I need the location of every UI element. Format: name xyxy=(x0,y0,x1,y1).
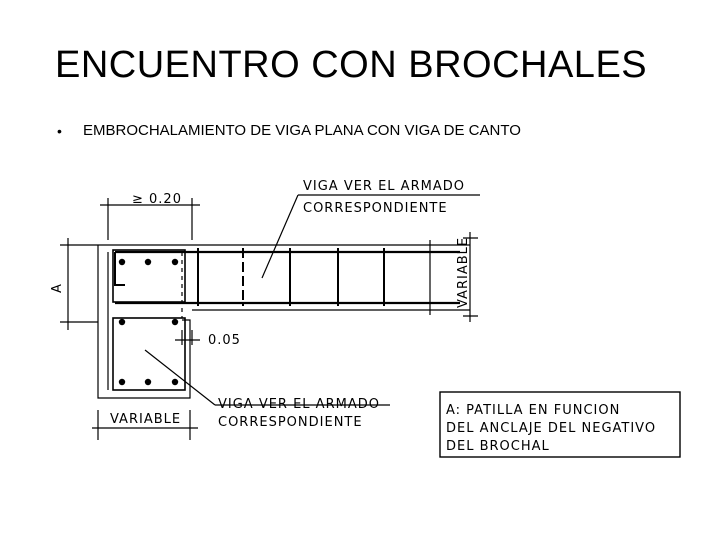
label-viga-bottom-1: VIGA VER EL ARMADO xyxy=(218,397,380,412)
label-variable-right: VARIABLE xyxy=(456,236,471,308)
label-005: 0.05 xyxy=(208,333,241,348)
deep-beam-stirrup-top xyxy=(113,250,185,302)
leader-top-viga xyxy=(262,195,298,278)
bullet-symbol: • xyxy=(57,122,62,139)
label-viga-top-2: CORRESPONDIENTE xyxy=(303,201,448,216)
label-variable-bottom: VARIABLE xyxy=(110,412,182,427)
label-viga-top-1: VIGA VER EL ARMADO xyxy=(303,179,465,194)
label-min-dim: ≥ 0.20 xyxy=(132,192,182,207)
rebar-hook xyxy=(115,252,125,285)
leader-bottom-viga xyxy=(145,350,215,405)
note-line-2: DEL ANCLAJE DEL NEGATIVO xyxy=(446,421,657,436)
note-line-3: DEL BROCHAL xyxy=(446,439,550,454)
label-a: A xyxy=(50,283,65,293)
page-title: ENCUENTRO CON BROCHALES xyxy=(55,44,648,86)
dim-005 xyxy=(175,330,200,345)
bullet-text: EMBROCHALAMIENTO DE VIGA PLANA CON VIGA DE CANTO xyxy=(83,122,521,139)
note-line-1: A: PATILLA EN FUNCION xyxy=(446,403,621,418)
label-viga-bottom-2: CORRESPONDIENTE xyxy=(218,415,363,430)
